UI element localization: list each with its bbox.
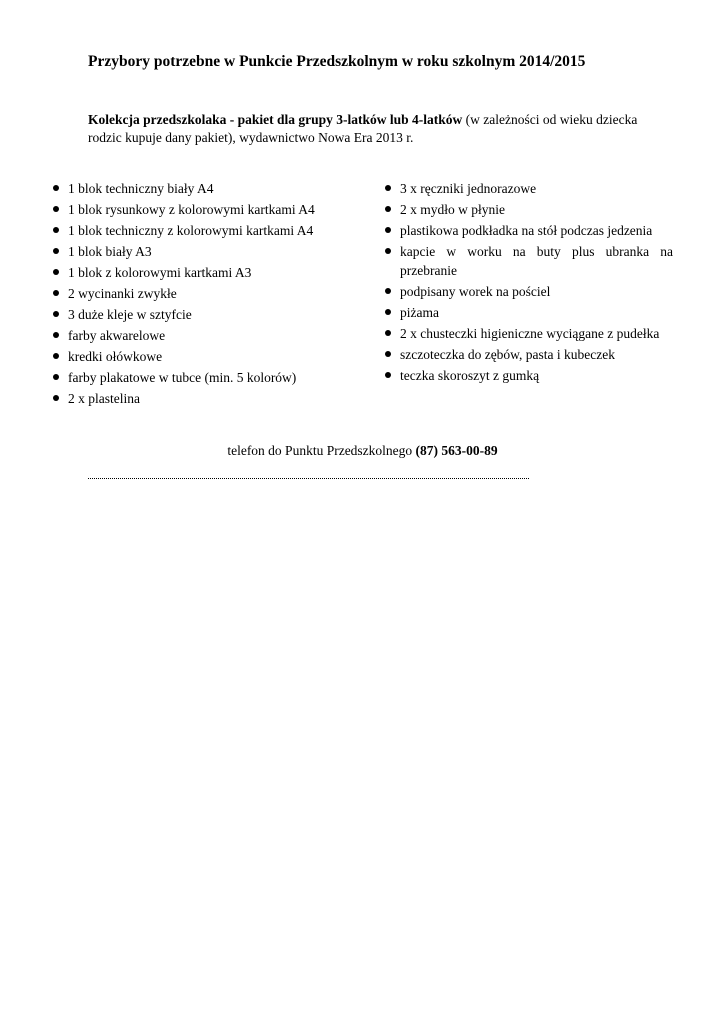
dotted-divider — [88, 478, 529, 480]
list-item: piżama — [380, 303, 673, 322]
left-supply-list — [48, 179, 348, 410]
bullet-icon — [385, 351, 391, 357]
list-item: 2 wycinanki zwykłe — [48, 284, 348, 303]
list-item: 1 blok biały A3 — [48, 242, 348, 261]
bullet-icon — [53, 290, 59, 296]
list-item: farby akwarelowe — [48, 326, 348, 345]
phone-label: telefon do Punktu Przedszkolnego — [227, 443, 416, 458]
list-item: 2 x chusteczki higieniczne wyciągane z pudełka — [380, 324, 673, 343]
list-item: 3 x ręczniki jednorazowe — [380, 179, 673, 198]
bullet-icon — [53, 248, 59, 254]
list-item: kredki ołówkowe — [48, 347, 348, 366]
list-item: 3 duże kleje w sztyfcie — [48, 305, 348, 324]
phone-number: (87) 563-00-89 — [415, 443, 498, 458]
bullet-icon — [385, 372, 391, 378]
list-item: teczka skoroszyt z gumką — [380, 366, 673, 385]
bullet-icon — [385, 309, 391, 315]
intro-bold: Kolekcja przedszkolaka - pakiet dla grupy 3-latków lub 4-latków — [88, 112, 463, 127]
bullet-icon — [53, 332, 59, 338]
bullet-icon — [53, 185, 59, 191]
intro-paragraph — [88, 111, 648, 147]
bullet-icon — [53, 374, 59, 380]
bullet-icon — [53, 206, 59, 212]
bullet-icon — [385, 227, 391, 233]
bullet-icon — [385, 248, 391, 254]
bullet-icon — [53, 269, 59, 275]
list-item: kapcie w worku na buty plus ubranka na przebranie — [380, 242, 673, 280]
list-item: 2 x mydło w płynie — [380, 200, 673, 219]
list-item: farby plakatowe w tubce (min. 5 kolorów) — [48, 368, 348, 387]
intro-normal: (w zależności od wieku dziecka rodzic kupuje dany pakiet), wydawnictwo Nowa Era 2013 r. — [88, 112, 638, 145]
list-item: podpisany worek na pościel — [380, 282, 673, 301]
list-item: 1 blok techniczny z kolorowymi kartkami A4 — [48, 221, 348, 240]
list-item: szczoteczka do zębów, pasta i kubeczek — [380, 345, 673, 364]
bullet-icon — [53, 311, 59, 317]
list-item: plastikowa podkładka na stół podczas jedzenia — [380, 221, 673, 240]
bullet-icon — [385, 288, 391, 294]
right-supply-list — [380, 179, 673, 387]
bullet-icon — [53, 395, 59, 401]
bullet-icon — [385, 185, 391, 191]
page-title: Przybory potrzebne w Punkcie Przedszkolnym w roku szkolnym 2014/2015 — [88, 53, 586, 70]
bullet-icon — [53, 227, 59, 233]
bullet-icon — [385, 206, 391, 212]
list-item: 1 blok z kolorowymi kartkami A3 — [48, 263, 348, 282]
list-item: 1 blok techniczny biały A4 — [48, 179, 348, 198]
phone-line — [0, 443, 725, 459]
list-item: 2 x plastelina — [48, 389, 348, 408]
list-item: 1 blok rysunkowy z kolorowymi kartkami A4 — [48, 200, 348, 219]
bullet-icon — [385, 330, 391, 336]
bullet-icon — [53, 353, 59, 359]
